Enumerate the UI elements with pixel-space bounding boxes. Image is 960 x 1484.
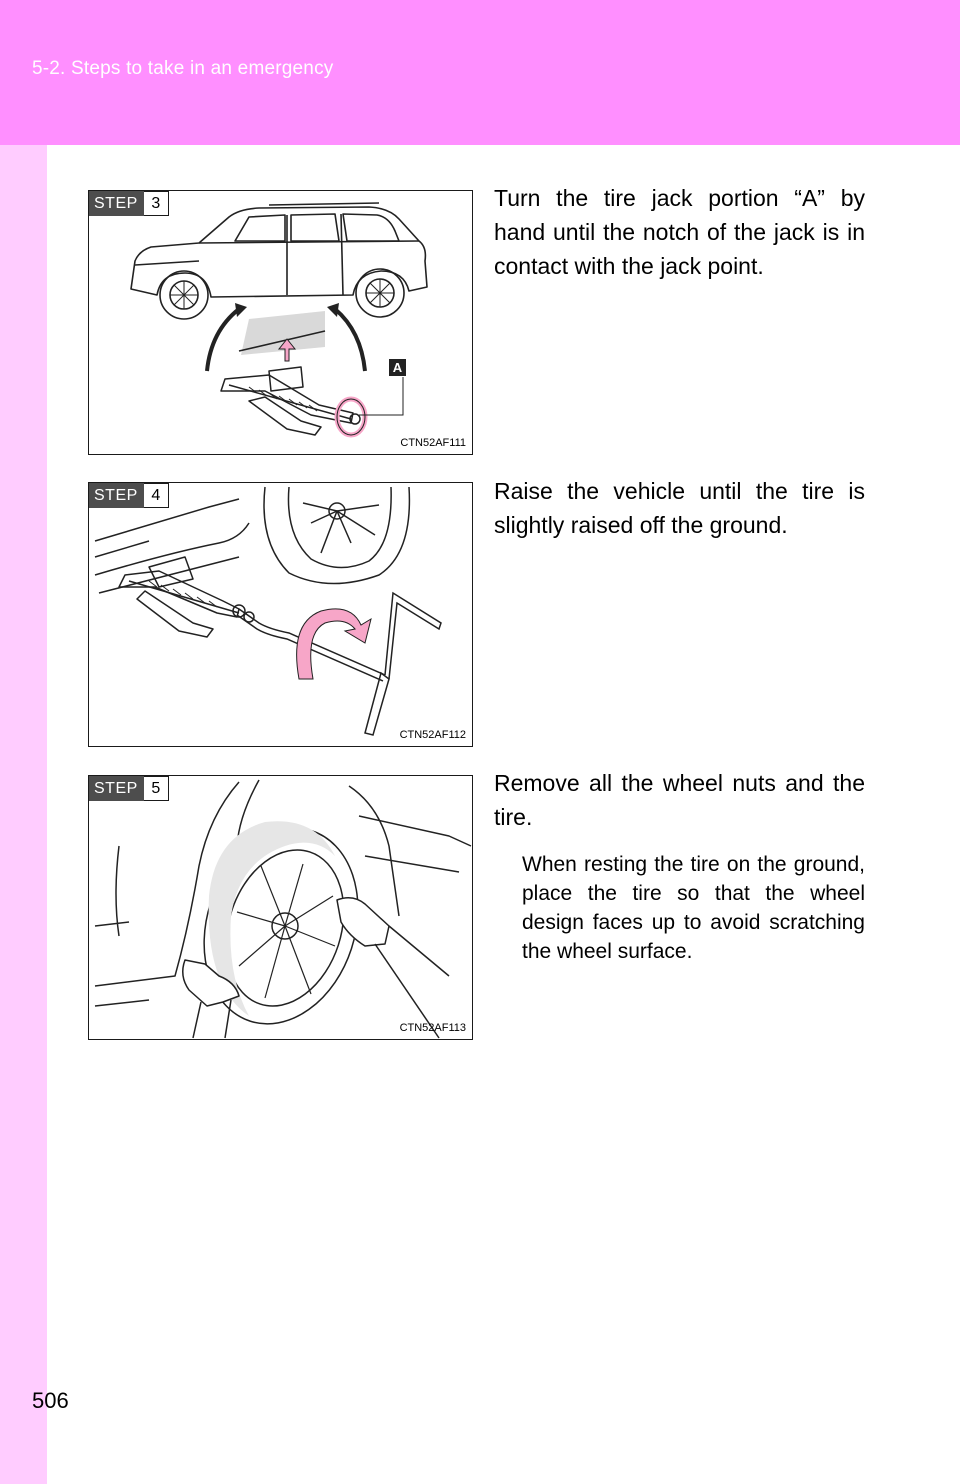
section-title: 5-2. Steps to take in an emergency xyxy=(32,58,334,79)
step-badge-3 xyxy=(89,191,169,216)
car-jack-illustration xyxy=(89,191,472,454)
step-label: STEP xyxy=(89,776,144,801)
figure-code: CTN52AF111 xyxy=(400,437,466,449)
step-5-note: When resting the tire on the ground, place the tire so that the wheel design faces up to avoid scratching the wheel surface. xyxy=(522,853,865,963)
step-number: 4 xyxy=(144,483,169,508)
step-number: 5 xyxy=(144,776,169,801)
raise-vehicle-illustration xyxy=(89,483,472,746)
page-number: 506 xyxy=(32,1388,69,1413)
step-badge-5 xyxy=(89,776,169,801)
figure-code: CTN52AF112 xyxy=(399,729,466,741)
step-5-instruction: Remove all the wheel nuts and the tire. xyxy=(494,770,865,830)
callout-label-a: A xyxy=(389,359,406,376)
step-number: 3 xyxy=(144,191,169,216)
step-label: STEP xyxy=(89,191,144,216)
figure-step-5 xyxy=(88,775,473,1040)
header-band xyxy=(0,0,960,145)
step-4-instruction: Raise the vehicle until the tire is slightly raised off the ground. xyxy=(494,478,865,538)
figure-step-4 xyxy=(88,482,473,747)
step-3-instruction: Turn the tire jack portion “A” by hand until the notch of the jack is in contact with the jack point. xyxy=(494,185,865,279)
side-margin-band xyxy=(0,145,47,1484)
remove-tire-illustration xyxy=(89,776,472,1039)
step-label: STEP xyxy=(89,483,144,508)
step-badge-4 xyxy=(89,483,169,508)
figure-step-3 xyxy=(88,190,473,455)
figure-code: CTN52AF113 xyxy=(399,1022,466,1034)
